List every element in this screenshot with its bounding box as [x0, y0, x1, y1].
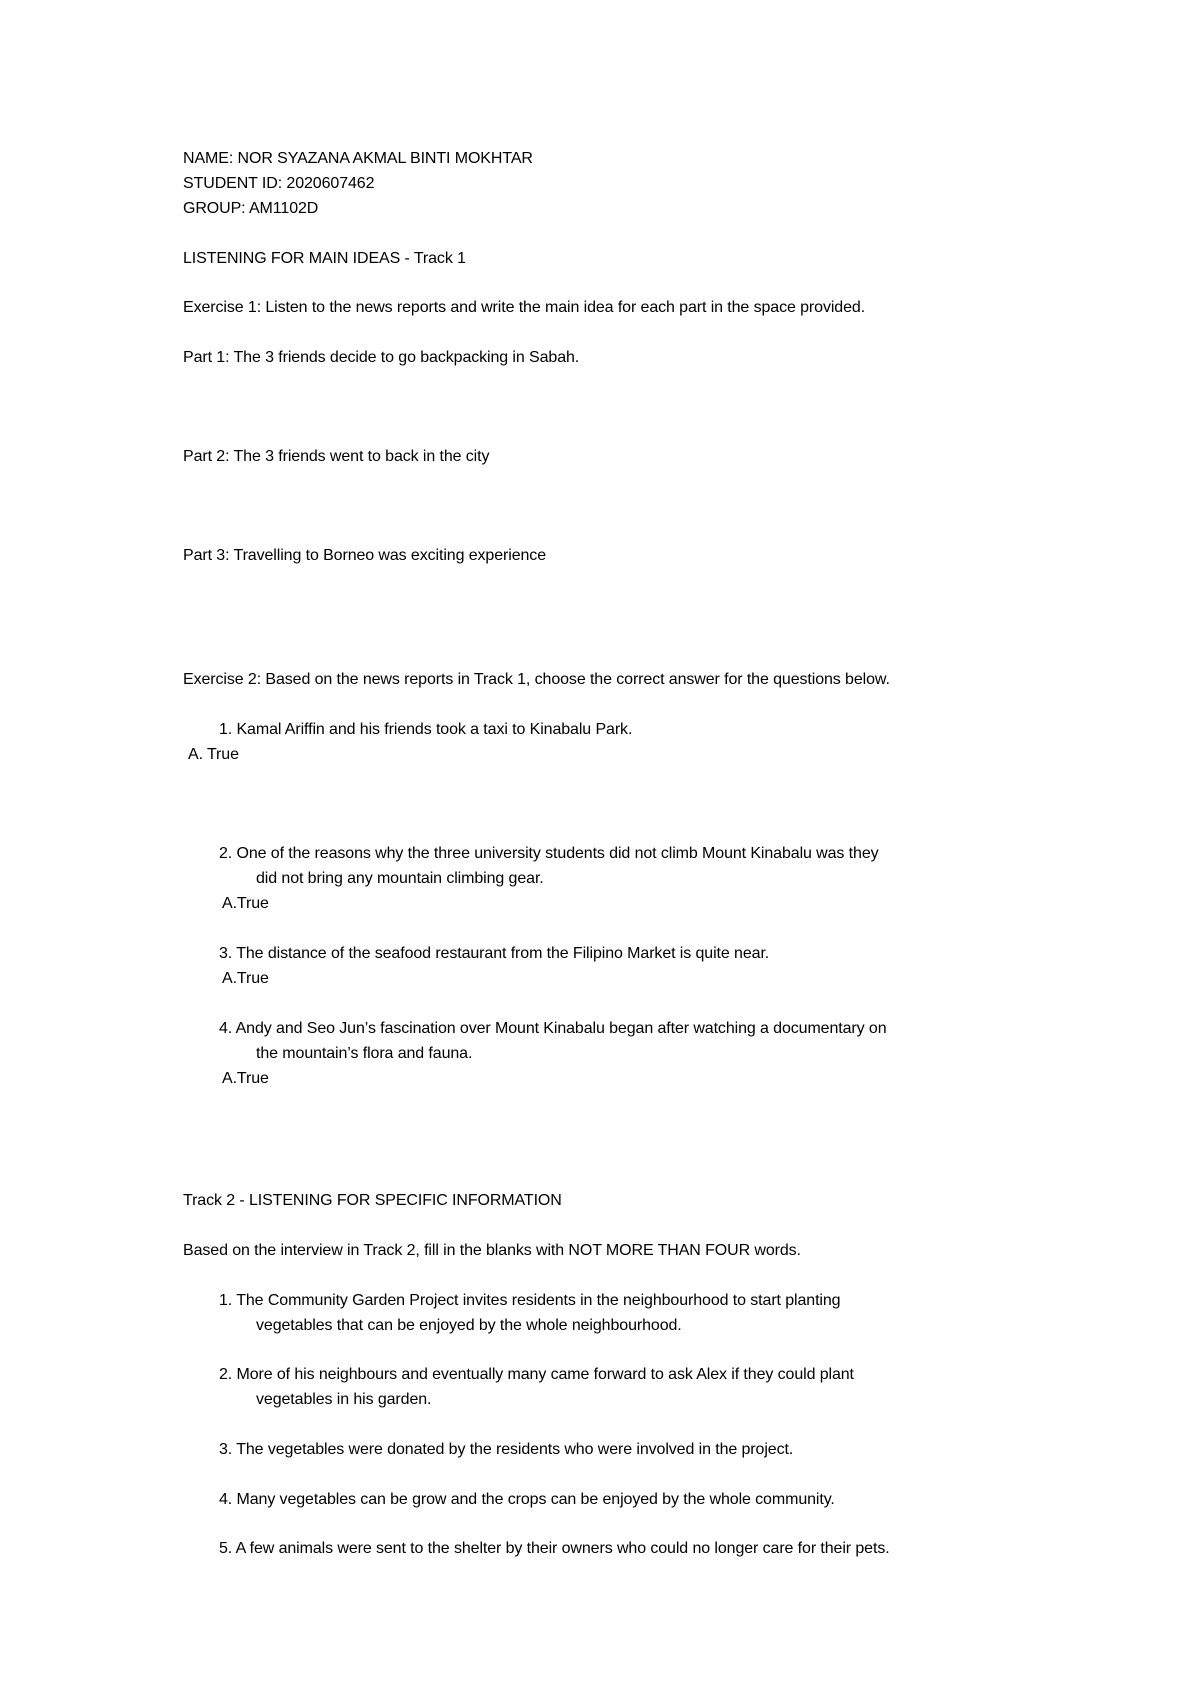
exercise2-answer-1: A. True — [188, 746, 239, 763]
section2-answer-1-line2: vegetables that can be enjoyed by the whole neighbourhood. — [256, 1317, 682, 1334]
exercise2-question-4-line2: the mountain’s flora and fauna. — [256, 1045, 473, 1062]
section2-answer-2-line2: vegetables in his garden. — [256, 1391, 432, 1408]
student-id: STUDENT ID: 2020607462 — [183, 175, 375, 192]
exercise1-part2: Part 2: The 3 friends went to back in the city — [183, 448, 490, 465]
exercise2-question-4-line1: 4. Andy and Seo Jun’s fascination over Mount Kinabalu began after watching a documentary on — [219, 1020, 887, 1037]
exercise2-answer-2: A.True — [222, 895, 269, 912]
student-group: GROUP: AM1102D — [183, 200, 319, 217]
section2-answer-5: 5. A few animals were sent to the shelter by their owners who could no longer care for their pets. — [219, 1540, 890, 1557]
exercise2-answer-4: A.True — [222, 1070, 269, 1087]
section2-answer-2-line1: 2. More of his neighbours and eventually many came forward to ask Alex if they could plant — [219, 1366, 854, 1383]
section2-answer-1-line1: 1. The Community Garden Project invites residents in the neighbourhood to start planting — [219, 1292, 841, 1309]
exercise1-part1: Part 1: The 3 friends decide to go backpacking in Sabah. — [183, 349, 580, 366]
section2-title: Track 2 - LISTENING FOR SPECIFIC INFORMATION — [183, 1192, 562, 1209]
exercise2-answer-3: A.True — [222, 970, 269, 987]
exercise2-question-3: 3. The distance of the seafood restaurant from the Filipino Market is quite near. — [219, 945, 770, 962]
exercise2-question-1: 1. Kamal Ariffin and his friends took a taxi to Kinabalu Park. — [219, 721, 633, 738]
exercise2-instruction: Exercise 2: Based on the news reports in Track 1, choose the correct answer for the questions below. — [183, 671, 890, 688]
section2-answer-4: 4. Many vegetables can be grow and the crops can be enjoyed by the whole community. — [219, 1491, 835, 1508]
section2-answer-3: 3. The vegetables were donated by the residents who were involved in the project. — [219, 1441, 794, 1458]
exercise2-question-2-line1: 2. One of the reasons why the three university students did not climb Mount Kinabalu was they — [219, 845, 879, 862]
student-name: NAME: NOR SYAZANA AKMAL BINTI MOKHTAR — [183, 150, 533, 167]
exercise1-part3: Part 3: Travelling to Borneo was exciting experience — [183, 547, 546, 564]
section2-instruction: Based on the interview in Track 2, fill in the blanks with NOT MORE THAN FOUR words. — [183, 1242, 801, 1259]
section1-title: LISTENING FOR MAIN IDEAS - Track 1 — [183, 250, 466, 267]
exercise2-question-2-line2: did not bring any mountain climbing gear. — [256, 870, 544, 887]
exercise1-instruction: Exercise 1: Listen to the news reports and write the main idea for each part in the space provided. — [183, 299, 866, 316]
